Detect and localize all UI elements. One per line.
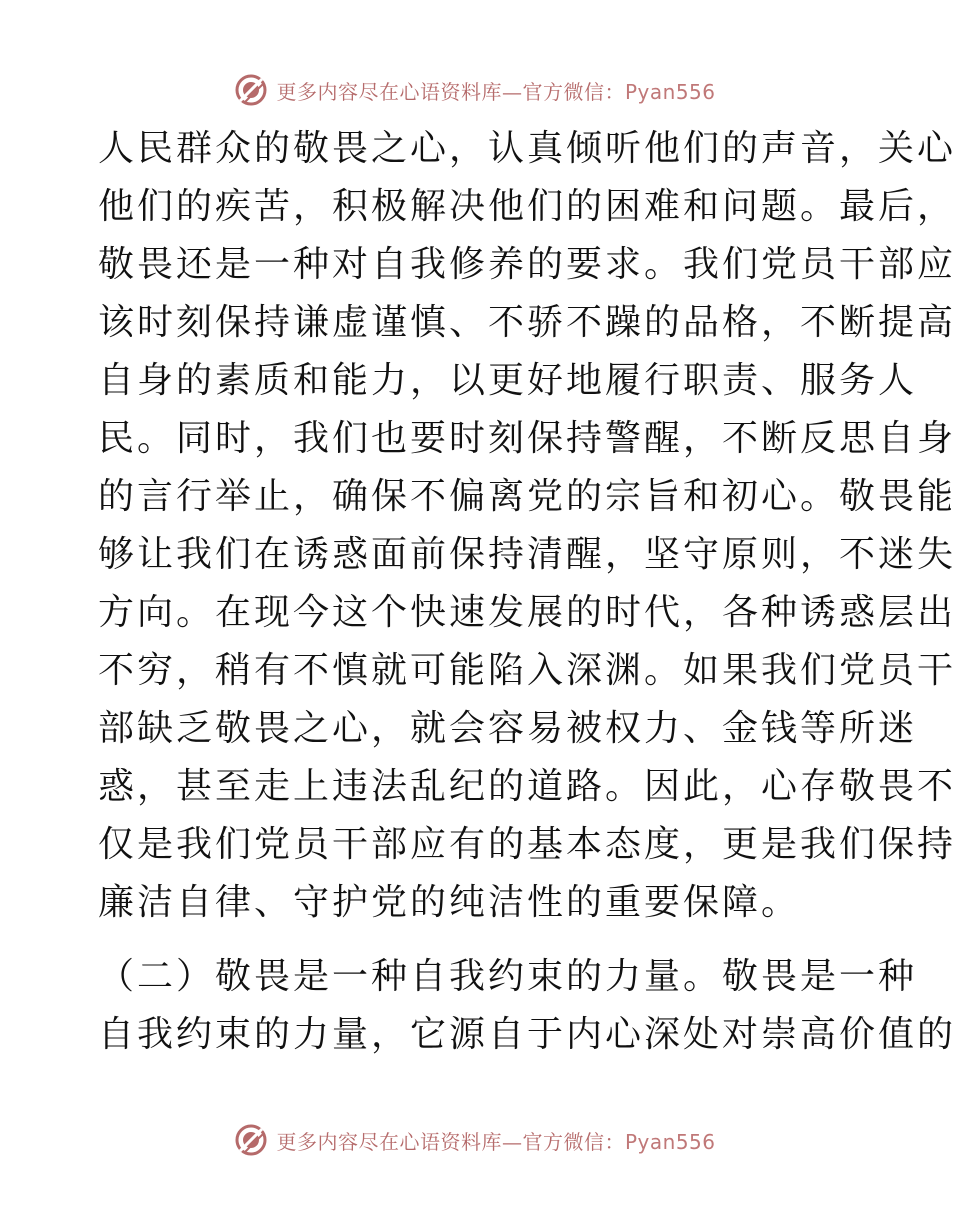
seal-logo-icon — [234, 1123, 268, 1157]
paragraph — [98, 120, 956, 932]
text-line: 够让我们在诱惑面前保持清醒，坚守原则，不迷失 — [98, 534, 956, 575]
text-line: 敬畏还是一种对自我修养的要求。我们党员干部应 — [98, 244, 956, 285]
text-line: 民。同时，我们也要时刻保持警醒，不断反思自身 — [98, 418, 956, 459]
text-line: 惑，甚至走上违法乱纪的道路。因此，心存敬畏不 — [98, 766, 956, 807]
text-line: 方向。在现今这个快速发展的时代，各种诱惑层出 — [98, 592, 956, 633]
text-line: 人民群众的敬畏之心，认真倾听他们的声音，关心 — [98, 128, 956, 169]
seal-logo-icon — [234, 73, 268, 107]
section-heading-line: （二）敬畏是一种自我约束的力量。敬畏是一种 — [98, 956, 918, 997]
header-watermark — [0, 70, 950, 110]
watermark-text: 更多内容尽在心语资料库—官方微信：Pyan556 — [276, 1129, 716, 1154]
text-line: 他们的疾苦，积极解决他们的困难和问题。最后， — [98, 186, 956, 227]
text-line: 自我约束的力量，它源自于内心深处对崇高价值的 — [98, 1014, 956, 1055]
text-line: 仅是我们党员干部应有的基本态度，更是我们保持 — [98, 824, 956, 865]
document-body — [98, 120, 956, 1064]
text-line: 不穷，稍有不慎就可能陷入深渊。如果我们党员干 — [98, 650, 956, 691]
footer-watermark — [0, 1120, 950, 1160]
section-paragraph — [98, 948, 956, 1064]
text-line: 廉洁自律、守护党的纯洁性的重要保障。 — [98, 882, 801, 923]
text-line: 该时刻保持谦虚谨慎、不骄不躁的品格，不断提高 — [98, 302, 956, 343]
watermark-text: 更多内容尽在心语资料库—官方微信：Pyan556 — [276, 79, 716, 104]
text-line: 自身的素质和能力，以更好地履行职责、服务人 — [98, 360, 918, 401]
text-line: 的言行举止，确保不偏离党的宗旨和初心。敬畏能 — [98, 476, 956, 517]
text-line: 部缺乏敬畏之心，就会容易被权力、金钱等所迷 — [98, 708, 918, 749]
